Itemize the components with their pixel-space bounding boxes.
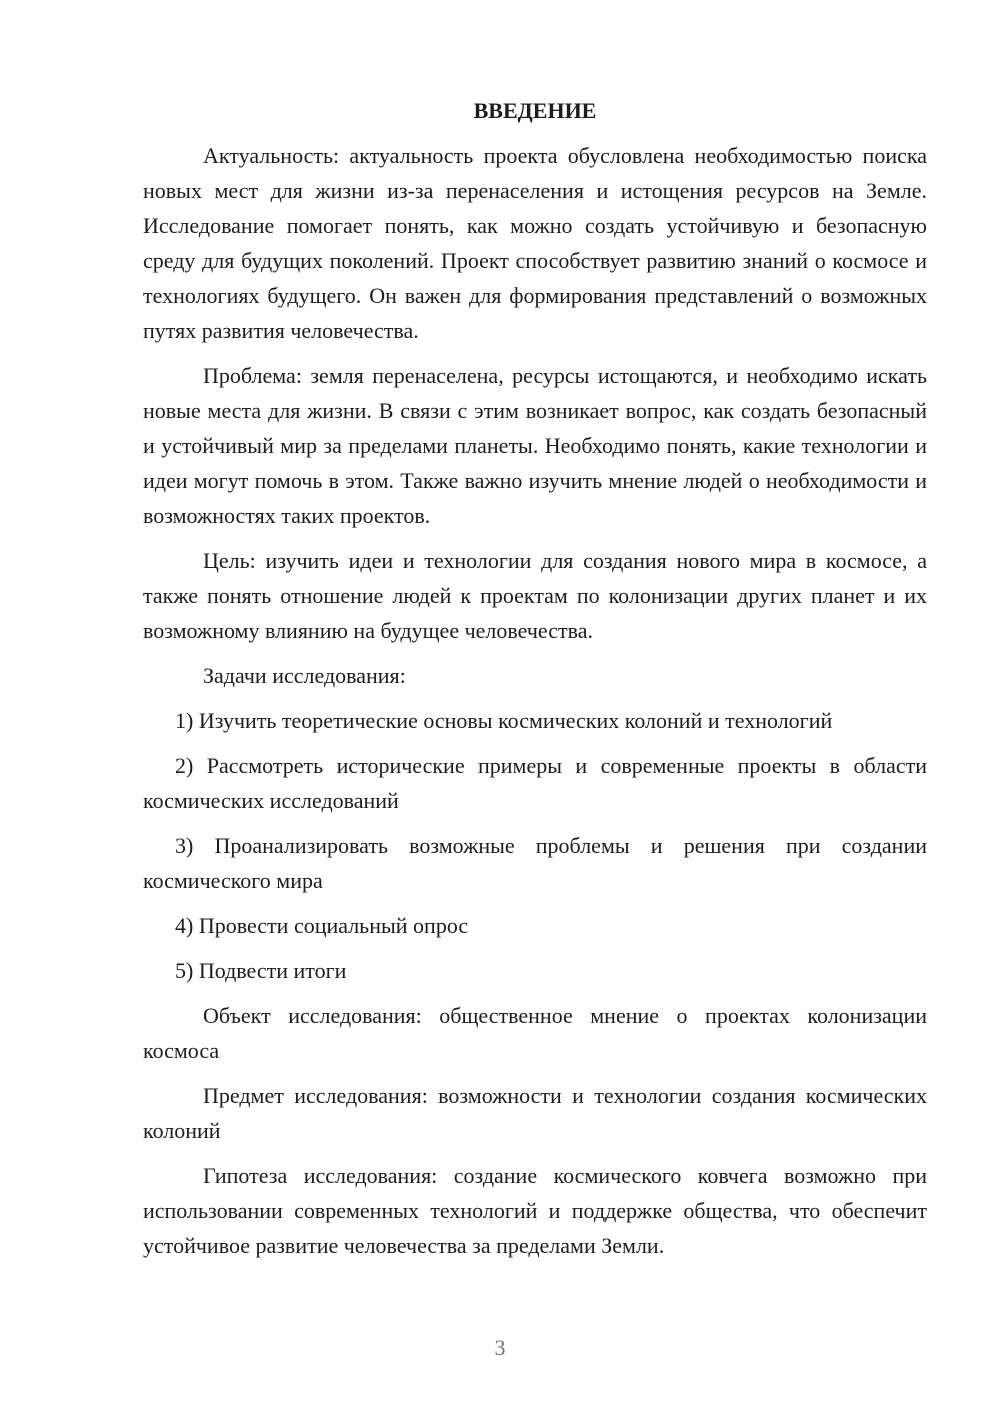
page-number: 3 [494, 1335, 506, 1360]
hypothesis-paragraph: Гипотеза исследования: создание космического ковчега возможно при использовании современных технологий и поддержке общества, что обеспечит устойчивое развитие человечества за пределами Земли. [143, 1163, 927, 1258]
page-content [143, 96, 927, 1273]
tasks-heading: Задачи исследования: [203, 663, 406, 688]
task-item: 3) Проанализировать возможные проблемы и решения при создании космического мира [143, 833, 927, 893]
subject-paragraph: Предмет исследования: возможности и технологии создания космических колоний [143, 1083, 927, 1143]
task-item: 4) Провести социальный опрос [175, 913, 469, 938]
page-title: ВВЕДЕНИЕ [473, 98, 597, 123]
problem-paragraph: Проблема: земля перенаселена, ресурсы истощаются, и необходимо искать новые места для жизни. В связи с этим возникает вопрос, как создать безопасный и устойчивый мир за пределами планеты. Необходимо понять, какие технологии и идеи могут помочь в этом. Также важно изучить мнение людей о необходимости и возможностях таких проектов. [143, 363, 927, 528]
task-item: 1) Изучить теоретические основы космических колоний и технологий [175, 708, 833, 733]
object-paragraph: Объект исследования: общественное мнение о проектах колонизации космоса [143, 1003, 927, 1063]
task-item: 2) Рассмотреть исторические примеры и современные проекты в области космических исследований [143, 753, 927, 813]
task-item: 5) Подвести итоги [175, 958, 347, 983]
relevance-paragraph: Актуальность: актуальность проекта обусловлена необходимостью поиска новых мест для жизни из-за перенаселения и истощения ресурсов на Земле. Исследование помогает понять, как можно создать устойчивую и безопасную среду для будущих поколений. Проект способствует развитию знаний о космосе и технологиях будущего. Он важен для формирования представлений о возможных путях развития человечества. [143, 143, 927, 343]
goal-paragraph: Цель: изучить идеи и технологии для создания нового мира в космосе, а также понять отношение людей к проектам по колонизации других планет и их возможному влиянию на будущее человечества. [143, 548, 927, 643]
